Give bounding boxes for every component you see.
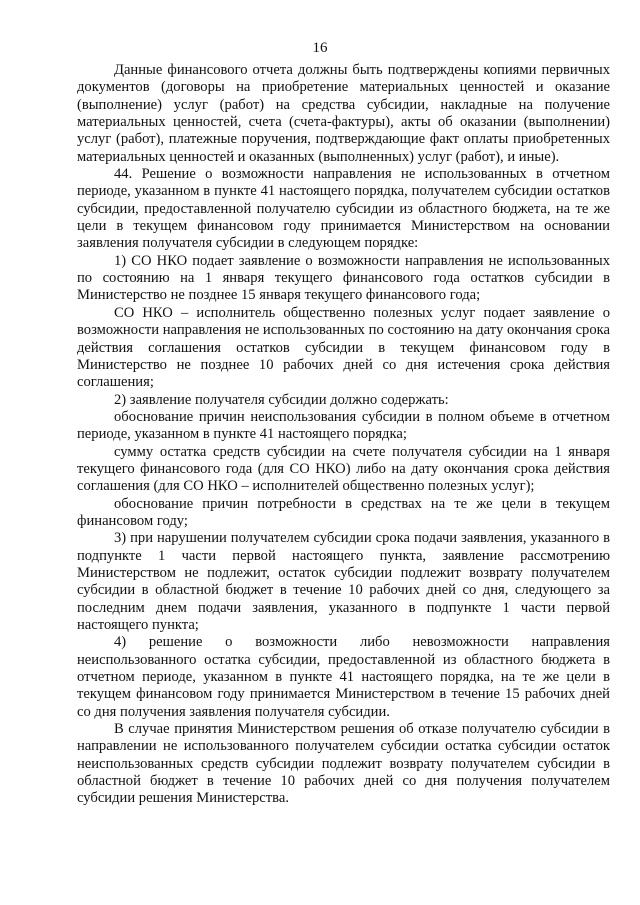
paragraph-44-1-b: СО НКО – исполнитель общественно полезных услуг подает заявление о возможности направления не использованных по состоянию на дату окончания срока действия соглашения остатков субсидии в текущем финансовом году в Министерство не позднее 10 рабочих дней со дня истечения срока действия соглашения; [77,304,610,391]
paragraph-refusal: В случае принятия Министерством решения об отказе получателю субсидии в направлении не использованного получателем субсидии остатка субсидии остаток неиспользованных средств субсидии подлежит возврату получателем субсидии в областной бюджет в течение 10 рабочих дней со дня получения получателем субсидии решения Министерства. [77,721,610,807]
paragraph-44-2-a: обоснование причин неиспользования субсидии в полном объеме в отчетном периоде, указанном в пункте 41 настоящего порядка; [77,408,610,443]
paragraph-44-3: 3) при нарушении получателем субсидии срока подачи заявления, указанного в подпункте 1 части первой настоящего пункта, заявление рассмотрению Министерством не подлежит, остаток субсидии подлежит возврату получателем субсидии в областной бюджет в течение 10 рабочих дней со дня, следующего за последним днем подачи заявления, указанного в подпункте 1 части первой настоящего пункта; [77,530,610,633]
paragraph-44-4: 4) решение о возможности либо невозможности направления неиспользованного остатка субсидии, предоставленной из областного бюджета в отчетном периоде, указанном в пункте 41 настоящего порядка, на те же цели в текущем финансовом году принимается Министерством в течение 15 рабочих дней со дня получения заявления получателя субсидии. [77,634,610,720]
paragraph-44-2-b: сумму остатка средств субсидии на счете получателя субсидии на 1 января текущего финансового года (для СО НКО) либо на дату окончания срока действия соглашения (для СО НКО – исполнителей общественно полезных услуг); [77,443,610,495]
page-number: 16 [312,40,328,56]
paragraph-financial-report: Данные финансового отчета должны быть подтверждены копиями первичных документов (договоры на приобретение материальных ценностей и оказание (выполнение) услуг (работ) на средства субсидии, накладные на получение материальных ценностей, счета (счета-фактуры), акты об оказании (выполнении) услуг (работ), платежные поручения, подтверждающие факт оплаты приобретенных материальных ценностей и оказанных (выполненных) услуг (работ), и иные). [77,62,610,165]
paragraph-44: 44. Решение о возможности направления не использованных в отчетном периоде, указанном в пункте 41 настоящего порядка, получателем субсидии остатков субсидии, предоставленной получателю субсидии из областного бюджета, на те же цели в текущем финансовом году принимается Министерством на основании заявления получателя субсидии в следующем порядке: [77,166,610,252]
paragraph-44-2: 2) заявление получателя субсидии должно содержать: [114,391,449,408]
paragraph-44-1: 1) СО НКО подает заявление о возможности направления не использованных по состоянию на 1 января текущего финансового года остатков субсидии в Министерство не позднее 15 января текущего финансового года; [77,252,610,304]
document-body [77,62,610,808]
paragraph-44-2-c: обоснование причин потребности в средствах на те же цели в текущем финансовом году; [77,495,610,529]
